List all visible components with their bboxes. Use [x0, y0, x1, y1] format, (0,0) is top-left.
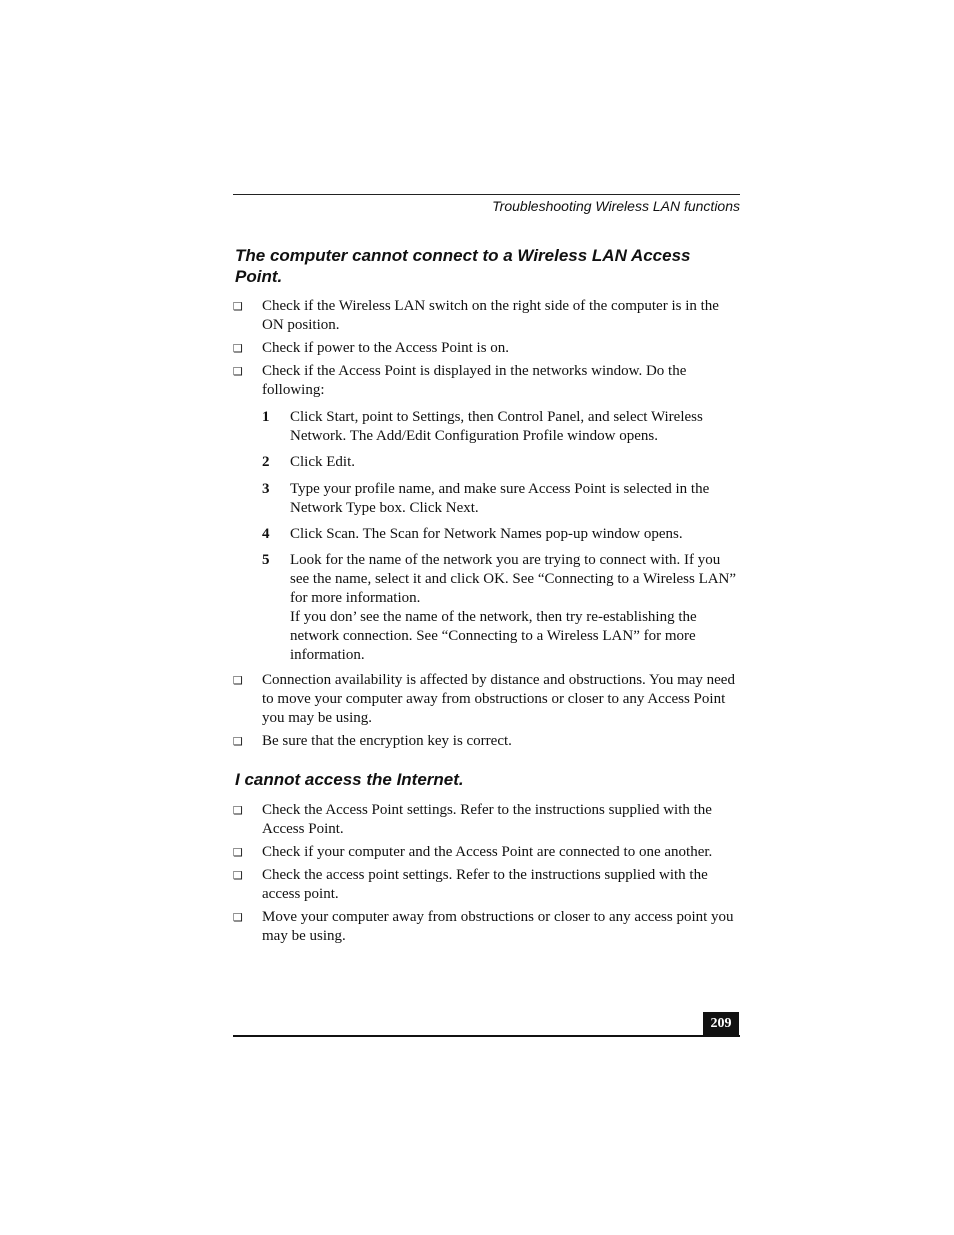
checkbox-bullet-icon: ❑	[233, 735, 243, 748]
bullet-text: Move your computer away from obstructions or closer to any access point you may be using.	[262, 909, 734, 944]
step-number: 5	[262, 552, 270, 568]
checkbox-bullet-icon: ❑	[233, 365, 243, 378]
checkbox-bullet-icon: ❑	[233, 674, 243, 687]
bullet-text: Check the Access Point settings. Refer to the instructions supplied with the Access Point.	[262, 802, 712, 837]
section-heading-cannot-connect: The computer cannot connect to a Wireless LAN Access Point.	[235, 246, 691, 286]
bullet-text: Check if the Access Point is displayed in the networks window. Do the following:	[262, 363, 687, 398]
section-heading-cannot-access-internet: I cannot access the Internet.	[235, 770, 464, 789]
step-text: Type your profile name, and make sure Access Point is selected in the Network Type box. Click Next.	[290, 481, 710, 516]
step-number: 1	[262, 409, 270, 425]
page-number-badge: 209	[703, 1012, 739, 1037]
step-text-line: If you don’ see the name of the network, then try re-establishing the network connection. See “Connecting to a Wireless LAN” for more information.	[290, 609, 697, 663]
bullet-text: Check if your computer and the Access Point are connected to one another.	[262, 844, 713, 860]
bullet-text: Be sure that the encryption key is correct.	[262, 733, 512, 749]
checkbox-bullet-icon: ❑	[233, 342, 243, 355]
running-header: Troubleshooting Wireless LAN functions	[492, 198, 740, 214]
step-text: Click Edit.	[290, 454, 355, 470]
checkbox-bullet-icon: ❑	[233, 869, 243, 882]
step-number: 3	[262, 481, 270, 497]
footer-rule	[233, 1035, 740, 1037]
bullet-text: Check the access point settings. Refer to the instructions supplied with the access point.	[262, 867, 708, 902]
step-text: Click Start, point to Settings, then Control Panel, and select Wireless Network. The Add/Edit Configuration Profile window opens.	[290, 409, 703, 444]
header-rule	[233, 194, 740, 195]
step-text: Click Scan. The Scan for Network Names pop-up window opens.	[290, 526, 683, 542]
bullet-text: Check if the Wireless LAN switch on the right side of the computer is in the ON position.	[262, 298, 719, 333]
checkbox-bullet-icon: ❑	[233, 846, 243, 859]
step-number: 2	[262, 454, 270, 470]
checkbox-bullet-icon: ❑	[233, 804, 243, 817]
step-number: 4	[262, 526, 270, 542]
step-text-line: Look for the name of the network you are trying to connect with. If you see the name, select it and click OK. See “Connecting to a Wireless LAN” for more information.	[290, 552, 737, 606]
bullet-text: Check if power to the Access Point is on.	[262, 340, 510, 356]
checkbox-bullet-icon: ❑	[233, 300, 243, 313]
checkbox-bullet-icon: ❑	[233, 911, 243, 924]
step-text	[290, 551, 740, 665]
bullet-text: Connection availability is affected by distance and obstructions. You may need to move your computer away from obstructions or closer to any Access Point you may be using.	[262, 672, 735, 726]
